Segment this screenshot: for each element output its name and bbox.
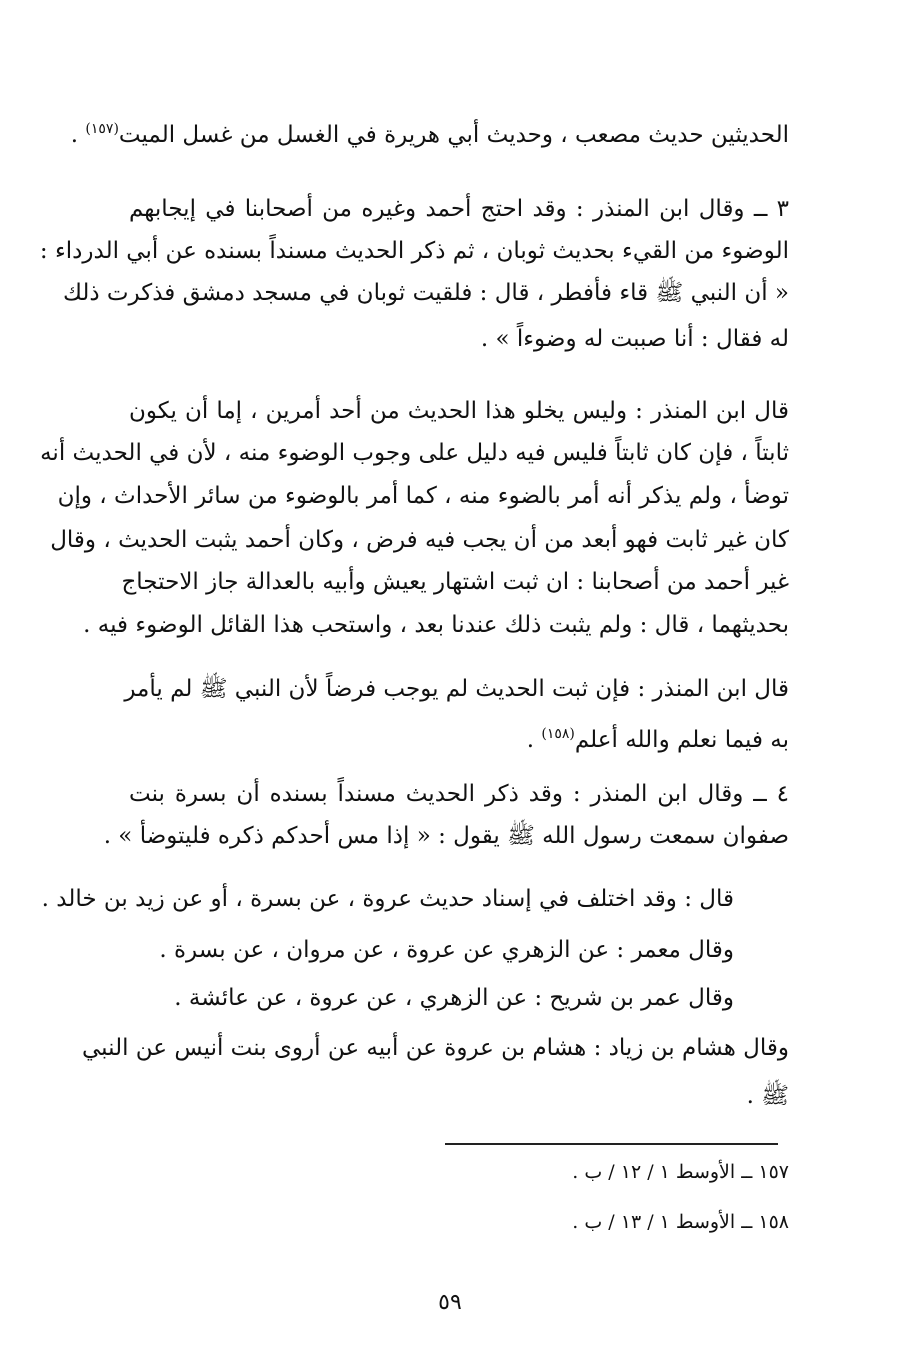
text-line: الوضوء من القيء بحديث ثوبان ، ثم ذكر الحديث مسنداً بسنده عن أبي الدرداء : — [39, 238, 789, 264]
text-line: وقال هشام بن زياد : هشام بن عروة عن أبيه عن أروى بنت أنيس عن النبي — [82, 1035, 789, 1061]
text-line: بحديثهما ، قال : ولم يثبت ذلك عندنا بعد ، واستحب هذا القائل الوضوء فيه . — [83, 612, 789, 638]
text-run: به فيما نعلم والله أعلم — [574, 727, 789, 753]
text-run: . — [70, 122, 79, 148]
text-line: توضأ ، ولم يذكر أنه أمر بالضوء منه ، كما أمر بالوضوء من سائر الأحداث ، وإن — [57, 483, 789, 509]
footnote-reference: (١٥٧) — [85, 121, 119, 137]
text-line: له فقال : أنا صببت له وضوءاً » . — [480, 326, 789, 352]
text-line: قال ابن المنذر : وليس يخلو هذا الحديث من أحد أمرين ، إما أن يكون — [129, 398, 789, 424]
text-line: ﷺ . — [746, 1083, 789, 1109]
footnote-reference: (١٥٨) — [541, 726, 575, 742]
text-line: ثابتاً ، فإن كان ثابتاً فليس فيه دليل على وجوب الوضوء منه ، لأن في الحديث أنه — [40, 440, 789, 466]
text-line: وقال معمر : عن الزهري عن عروة ، عن مروان ، عن بسرة . — [159, 937, 734, 963]
footnote: ١٥٨ ــ الأوسط ١ / ١٣ / ب . — [572, 1211, 789, 1233]
text-line: ٣ ــ وقال ابن المنذر : وقد احتج أحمد وغيره من أصحابنا في إيجابهم — [129, 196, 789, 222]
text-line: صفوان سمعت رسول الله ﷺ يقول : « إذا مس أحدكم ذكره فليتوضأ » . — [103, 823, 789, 849]
text-line: قال ابن المنذر : فإن ثبت الحديث لم يوجب فرضاً لأن النبي ﷺ لم يأمر — [124, 676, 789, 702]
text-line: وقال عمر بن شريح : عن الزهري ، عن عروة ، عن عائشة . — [174, 985, 734, 1011]
footnote: ١٥٧ ــ الأوسط ١ / ١٢ / ب . — [572, 1161, 789, 1183]
text-run: الحديثين حديث مصعب ، وحديث أبي هريرة في الغسل من غسل الميت — [118, 122, 789, 148]
page-number: ٥٩ — [438, 1290, 462, 1315]
text-line: « أن النبي ﷺ قاء فأفطر ، قال : فلقيت ثوبان في مسجد دمشق فذكرت ذلك — [62, 280, 789, 306]
text-line: غير أحمد من أصحابنا : ان ثبت اشتهار يعيش وأبيه بالعدالة جاز الاحتجاج — [121, 569, 789, 595]
footnote-separator — [445, 1143, 778, 1145]
text-line: قال : وقد اختلف في إسناد حديث عروة ، عن بسرة ، أو عن زيد بن خالد . — [41, 886, 734, 912]
text-line — [70, 114, 789, 150]
text-line: كان غير ثابت فهو أبعد من أن يجب فيه فرض ، وكان أحمد يثبت الحديث ، وقال — [50, 527, 789, 553]
text-line: ٤ ــ وقال ابن المنذر : وقد ذكر الحديث مسنداً بسنده أن بسرة بنت — [129, 781, 789, 807]
text-line — [129, 719, 789, 755]
text-run: . — [526, 727, 535, 753]
